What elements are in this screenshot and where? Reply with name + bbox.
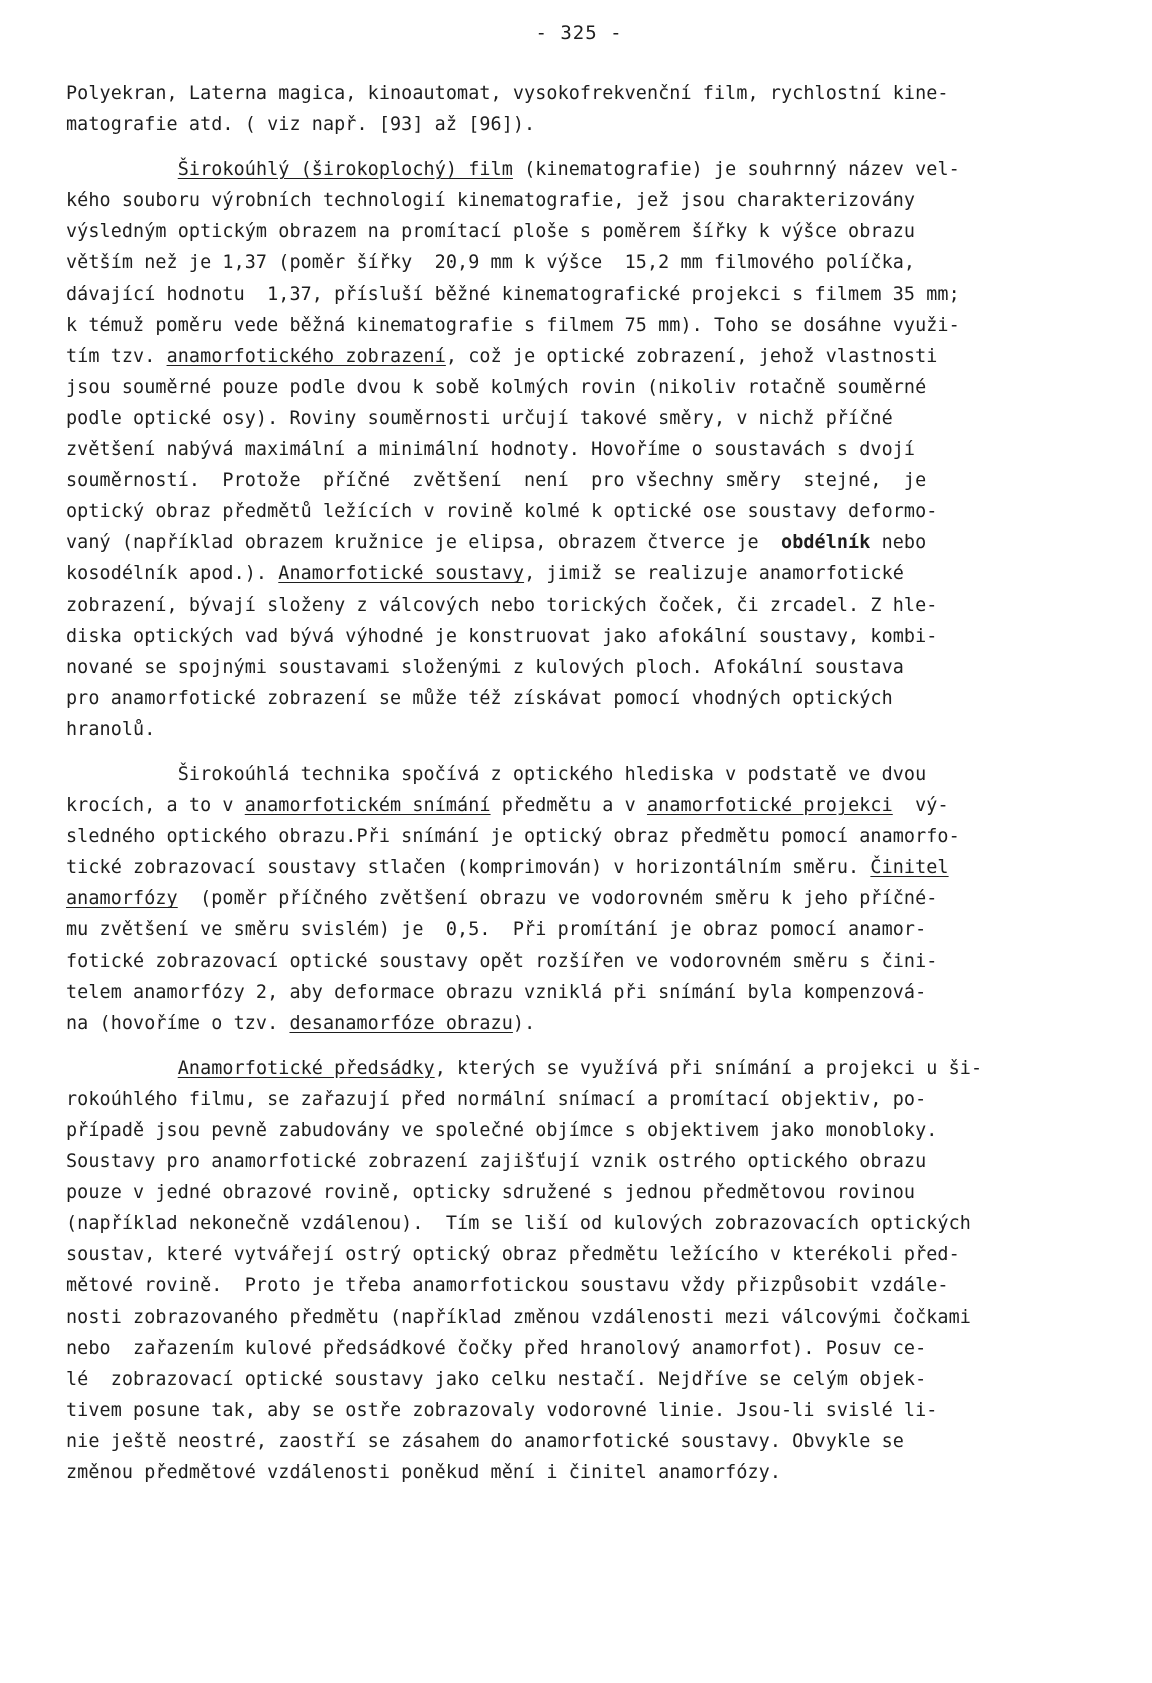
- text-run: ).: [512, 1012, 536, 1034]
- text-run: Soustavy pro anamorfotické zobrazení zajišťují vznik ostrého optického obrazu: [66, 1151, 927, 1173]
- text-run: [66, 159, 178, 180]
- text-run: [66, 1058, 178, 1079]
- text-run: , jimiž se realizuje anamorfotické: [524, 563, 904, 585]
- text-line: [66, 1115, 1092, 1146]
- underlined-term: desanamorfóze obrazu: [289, 1012, 513, 1034]
- text-line: [66, 1333, 1092, 1364]
- text-line: [66, 914, 1092, 945]
- text-run: nované se spojnými soustavami složenými z kulových ploch. Afokální soustava: [66, 656, 904, 678]
- text-run: zvětšení nabývá maximální a minimální hodnoty. Hovoříme o soustavách s dvojí: [66, 439, 916, 461]
- text-line: [66, 372, 1092, 403]
- text-line: [66, 790, 1092, 821]
- text-run: , kterých se využívá při snímání a projekci u ši-: [434, 1057, 983, 1079]
- page-number: - 325 -: [535, 22, 623, 44]
- text-line: [66, 1008, 1092, 1039]
- text-run: mětové rovině. Proto je třeba anamorfotickou soustavu vždy přizpůsobit vzdále-: [66, 1275, 949, 1297]
- underlined-term: anamorfotickém snímání: [244, 795, 491, 817]
- text-run: případě jsou pevně zabudovány ve společné objímce s objektivem jako monobloky.: [66, 1120, 938, 1141]
- text-run: k témuž poměru vede běžná kinematografie s filmem 75 mm). Toho se dosáhne využi-: [66, 314, 960, 336]
- paragraph: [66, 1053, 1092, 1488]
- body-text: [66, 78, 1092, 1488]
- text-run: pro anamorfotické zobrazení se může též získávat pomocí vhodných optických: [66, 687, 893, 709]
- text-run: fotické zobrazovací optické soustavy opět rozšířen ve vodorovném směru s čini-: [66, 950, 938, 972]
- text-line: [66, 1395, 1092, 1426]
- text-run: souměrností. Protože příčné zvětšení není pro všechny směry stejné, je: [66, 470, 927, 492]
- text-run: tivem posune tak, aby se ostře zobrazovaly vodorovné linie. Jsou-li svislé li-: [66, 1399, 938, 1421]
- text-line: [66, 1364, 1092, 1395]
- text-line: [66, 1457, 1092, 1488]
- text-line: [66, 185, 1092, 216]
- text-run: soustav, které vytvářejí ostrý optický obraz předmětu ležícího v kterékoli před-: [66, 1244, 960, 1266]
- text-line: [66, 652, 1092, 683]
- underlined-term: anamorfotického zobrazení: [166, 345, 446, 367]
- text-run: krocích, a to v: [66, 795, 245, 817]
- text-line: [66, 1426, 1092, 1457]
- text-line: [66, 759, 1092, 790]
- text-line: [66, 1302, 1092, 1333]
- text-line: [66, 109, 1092, 140]
- text-run: Širokoúhlá technika spočívá z optického hlediska v podstatě ve dvou: [66, 763, 927, 785]
- text-run: tické zobrazovací soustavy stlačen (komprimován) v horizontálním směru.: [66, 857, 871, 879]
- text-line: [66, 527, 1092, 558]
- text-run: (kinematografie) je souhrnný název vel-: [512, 159, 960, 181]
- text-line: [66, 946, 1092, 977]
- text-line: [66, 621, 1092, 652]
- text-line: [66, 403, 1092, 434]
- text-run: změnou předmětové vzdálenosti poněkud mění i činitel anamorfózy.: [66, 1462, 782, 1484]
- text-line: [66, 590, 1092, 621]
- underlined-term: Anamorfotické předsádky: [177, 1057, 435, 1079]
- text-line: [66, 714, 1092, 745]
- text-run: lé zobrazovací optické soustavy jako celku nestačí. Nejdříve se celým objek-: [66, 1368, 927, 1390]
- text-line: [66, 821, 1092, 852]
- text-line: [66, 1208, 1092, 1239]
- text-line: [66, 883, 1092, 914]
- text-run: sledného optického obrazu.Při snímání je optický obraz předmětu pomocí anamorfo-: [66, 826, 960, 848]
- text-line: [66, 1146, 1092, 1177]
- underlined-term: Širokoúhlý (širokoplochý) film: [177, 159, 513, 181]
- text-run: optický obraz předmětů ležících v rovině kolmé k optické ose soustavy deformo-: [66, 501, 938, 523]
- underlined-term: anamorfotické projekci: [646, 795, 893, 817]
- text-run: vý-: [892, 795, 949, 817]
- text-run: vaný (například obrazem kružnice je elipsa, obrazem čtverce je: [66, 532, 782, 554]
- text-line: [66, 558, 1092, 589]
- paragraph: [66, 154, 1092, 745]
- text-run: diska optických vad bývá výhodné je konstruovat jako afokální soustavy, kombi-: [66, 625, 938, 647]
- text-run: nie ještě neostré, zaostří se zásahem do anamorfotické soustavy. Obvykle se: [66, 1430, 904, 1452]
- text-run: podle optické osy). Roviny souměrnosti určují takové směry, v nichž příčné: [66, 407, 893, 429]
- text-line: [66, 1084, 1092, 1115]
- text-line: [66, 247, 1092, 278]
- text-line: [66, 154, 1092, 185]
- text-line: [66, 1239, 1092, 1270]
- text-run: výsledným optickým obrazem na promítací ploše s poměrem šířky k výšce obrazu: [66, 221, 916, 243]
- text-run: telem anamorfózy 2, aby deformace obrazu vzniklá při snímání byla kompenzová-: [66, 981, 927, 1003]
- text-run: větším než je 1,37 (poměr šířky 20,9 mm k výšce 15,2 mm filmového políčka,: [66, 252, 916, 274]
- text-line: [66, 852, 1092, 883]
- text-line: [66, 341, 1092, 372]
- text-run: , což je optické zobrazení, jehož vlastnosti: [445, 345, 938, 367]
- bold-text: obdélník: [781, 532, 871, 554]
- text-line: [66, 496, 1092, 527]
- text-line: [66, 279, 1092, 310]
- text-line: [66, 1177, 1092, 1208]
- text-run: kého souboru výrobních technologií kinematografie, jež jsou charakterizovány: [66, 190, 916, 212]
- text-line: [66, 465, 1092, 496]
- text-run: (poměr příčného zvětšení obrazu ve vodorovném směru k jeho příčné-: [177, 888, 938, 910]
- text-run: matografie atd. ( viz např. [93] až [96]).: [66, 114, 536, 136]
- underlined-term: Činitel: [870, 857, 949, 879]
- text-line: [66, 78, 1092, 109]
- text-line: [66, 310, 1092, 341]
- text-line: [66, 216, 1092, 247]
- text-run: mu zvětšení ve směru svislém) je 0,5. Při promítání je obraz pomocí anamor-: [66, 919, 927, 941]
- underlined-term: Anamorfotické soustavy: [278, 563, 525, 585]
- text-run: jsou souměrné pouze podle dvou k sobě kolmých rovin (nikoliv rotačně souměrné: [66, 376, 927, 398]
- text-run: dávající hodnotu 1,37, přísluší běžné kinematografické projekci s filmem 35 mm;: [66, 283, 960, 305]
- underlined-term: anamorfózy: [66, 888, 178, 910]
- text-run: nebo zařazením kulové předsádkové čočky před hranolový anamorfot). Posuv ce-: [66, 1337, 927, 1359]
- text-run: Polyekran, Laterna magica, kinoautomat, vysokofrekvenční film, rychlostní kine-: [66, 83, 949, 104]
- text-run: nosti zobrazovaného předmětu (například změnou vzdálenosti mezi válcovými čočkami: [66, 1306, 971, 1328]
- text-line: [66, 1270, 1092, 1301]
- text-line: [66, 977, 1092, 1008]
- text-run: kosodélník apod.).: [66, 563, 279, 585]
- text-line: [66, 434, 1092, 465]
- text-line: [66, 1053, 1092, 1084]
- text-run: na (hovoříme o tzv.: [66, 1012, 290, 1034]
- text-run: předmětu a v: [490, 795, 647, 817]
- text-line: [66, 683, 1092, 714]
- text-run: zobrazení, bývají složeny z válcových nebo torických čoček, či zrcadel. Z hle-: [66, 594, 938, 616]
- text-run: pouze v jedné obrazové rovině, opticky sdružené s jednou předmětovou rovinou: [66, 1182, 916, 1204]
- paragraph: [66, 78, 1092, 140]
- text-run: rokoúhlého filmu, se zařazují před normální snímací a promítací objektiv, po-: [66, 1088, 927, 1110]
- text-run: (například nekonečně vzdálenou). Tím se liší od kulových zobrazovacích optických: [66, 1213, 971, 1235]
- text-run: nebo: [870, 532, 927, 554]
- text-run: tím tzv.: [66, 345, 167, 367]
- paragraph: [66, 759, 1092, 1039]
- text-run: hranolů.: [66, 718, 156, 740]
